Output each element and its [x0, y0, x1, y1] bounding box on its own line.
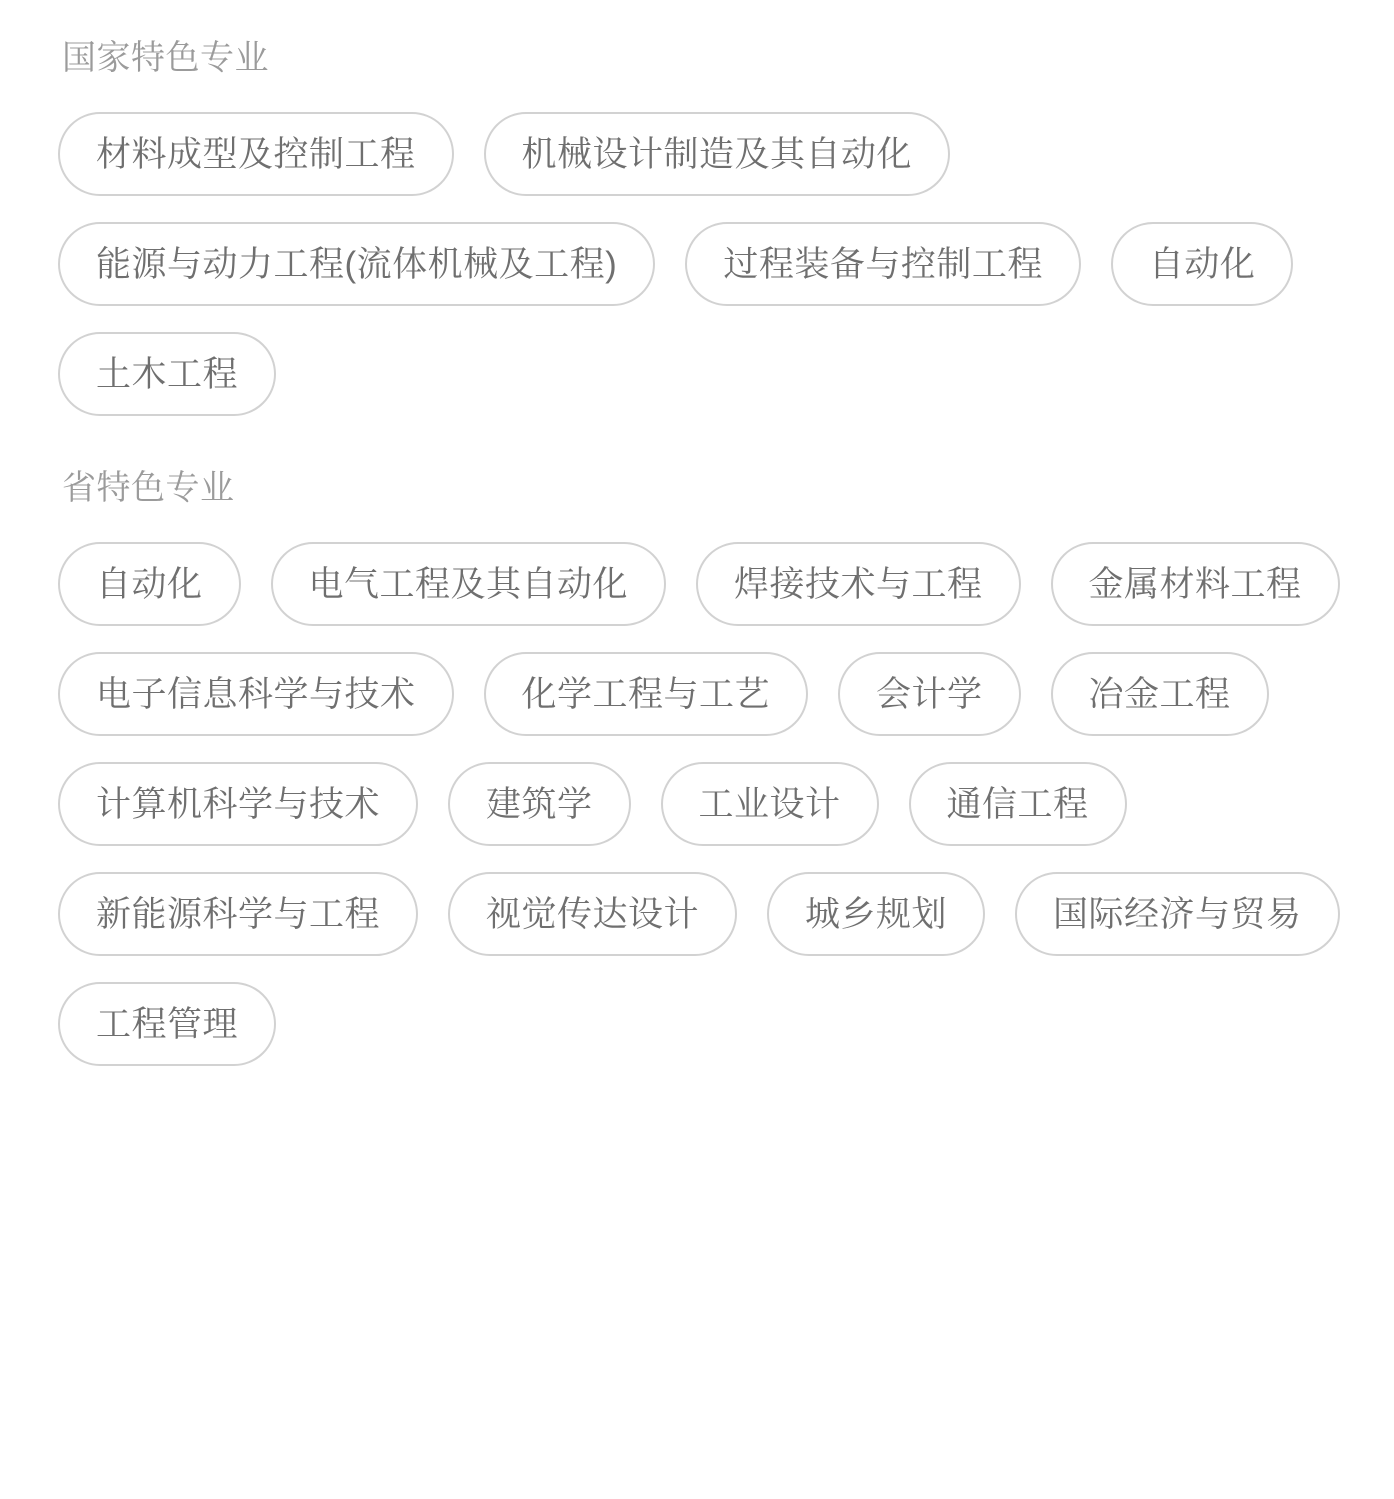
section-divider-space	[58, 426, 1346, 464]
major-tag[interactable]: 电子信息科学与技术	[58, 652, 454, 736]
section-title-provincial: 省特色专业	[62, 469, 235, 507]
major-tag[interactable]: 能源与动力工程(流体机械及工程)	[58, 222, 655, 306]
section-title-national: 国家特色专业	[62, 39, 269, 77]
major-tag[interactable]: 电气工程及其自动化	[271, 542, 667, 626]
tag-list-national	[58, 112, 1346, 416]
major-tag[interactable]: 机械设计制造及其自动化	[484, 112, 951, 196]
major-tag[interactable]: 通信工程	[909, 762, 1127, 846]
major-tag[interactable]: 化学工程与工艺	[484, 652, 809, 736]
major-tag[interactable]: 建筑学	[448, 762, 631, 846]
major-tag[interactable]: 计算机科学与技术	[58, 762, 418, 846]
major-tag[interactable]: 城乡规划	[767, 872, 985, 956]
major-tag[interactable]: 会计学	[838, 652, 1021, 736]
major-tag[interactable]: 国际经济与贸易	[1015, 872, 1340, 956]
major-tag[interactable]: 过程装备与控制工程	[685, 222, 1081, 306]
major-tag[interactable]: 材料成型及控制工程	[58, 112, 454, 196]
major-tag[interactable]: 视觉传达设计	[448, 872, 737, 956]
section-provincial-specialty	[58, 464, 1346, 1066]
major-tag[interactable]: 新能源科学与工程	[58, 872, 418, 956]
major-tag[interactable]: 工业设计	[661, 762, 879, 846]
tag-list-provincial	[58, 542, 1346, 1066]
major-tag[interactable]: 工程管理	[58, 982, 276, 1066]
major-tag[interactable]: 自动化	[58, 542, 241, 626]
major-tag[interactable]: 自动化	[1111, 222, 1294, 306]
major-tag[interactable]: 焊接技术与工程	[696, 542, 1021, 626]
major-tag[interactable]: 冶金工程	[1051, 652, 1269, 736]
section-national-specialty	[58, 34, 1346, 416]
major-tag[interactable]: 金属材料工程	[1051, 542, 1340, 626]
major-tag[interactable]: 土木工程	[58, 332, 276, 416]
